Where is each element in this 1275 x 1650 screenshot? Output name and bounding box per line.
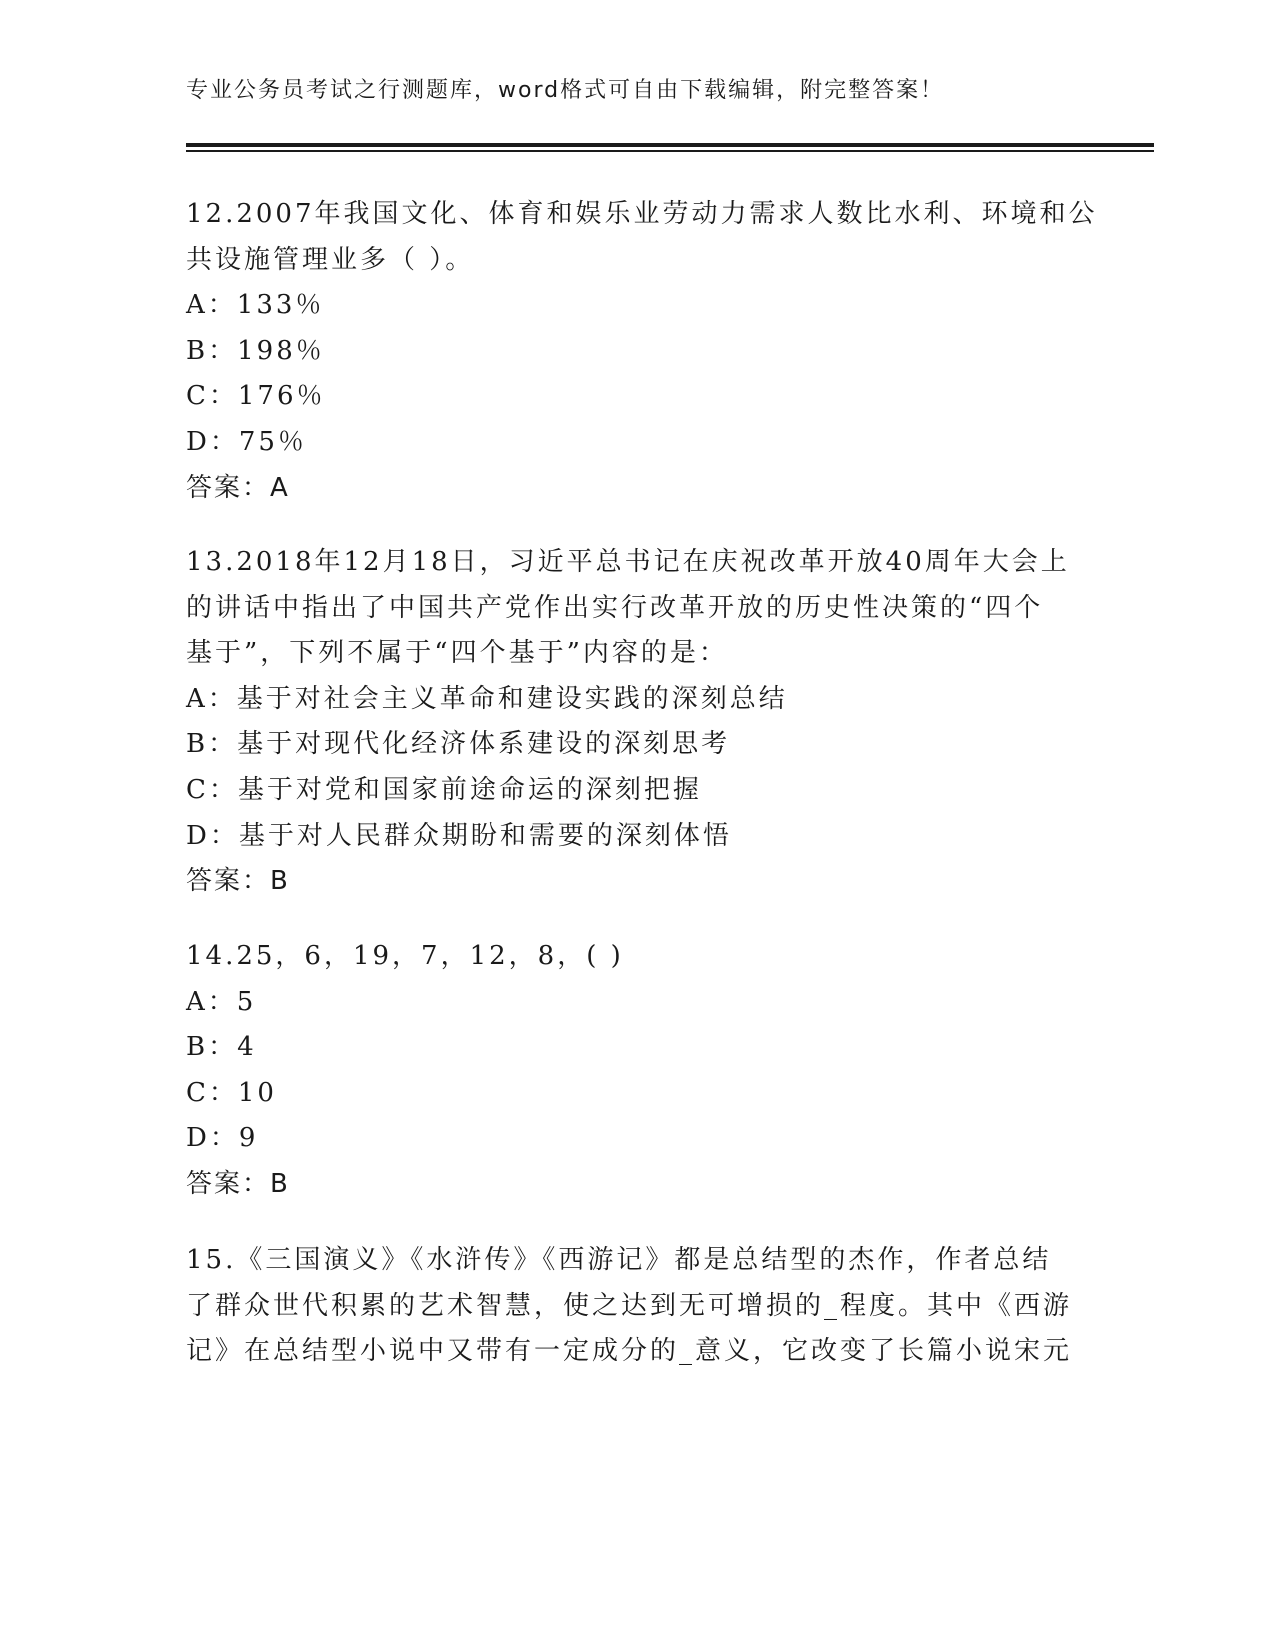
option-b: B：基于对现代化经济体系建设的深刻思考 [186,729,731,760]
question-14 [186,934,1086,1208]
option-d: D：75％ [186,426,307,457]
option-c: C：10 [186,1077,277,1108]
answer-line: 答案：A [186,472,290,503]
header-rule-thin [186,150,1154,152]
question-13 [186,540,1086,905]
question-stem-line: 记》在总结型小说中又带有一定成分的_意义，它改变了长篇小说宋元 [186,1336,1073,1367]
question-stem-line: 12.2007年我国文化、体育和娱乐业劳动力需求人数比水利、环境和公 [186,199,1098,229]
question-stem-line: 了群众世代积累的艺术智慧，使之达到无可增损的_程度。其中《西游 [186,1290,1073,1321]
question-stem-line: 15.《三国演义》《水浒传》《西游记》都是总结型的杰作，作者总结 [186,1245,1052,1275]
option-b: B：198％ [186,335,325,366]
option-b: B：4 [186,1032,257,1063]
question-15 [186,1238,1086,1375]
question-stem-line: 13.2018年12月18日，习近平总书记在庆祝改革开放40周年大会上 [186,547,1070,577]
option-d: D：9 [186,1123,259,1154]
header-rule-thick [186,143,1154,147]
answer-line: 答案：B [186,1168,290,1199]
option-a: A：133％ [186,290,325,321]
option-c: C：176％ [186,381,326,412]
option-a: A：5 [186,986,257,1017]
question-stem-line: 共设施管理业多（ ）。 [186,244,475,275]
option-a: A：基于对社会主义革命和建设实践的深刻总结 [186,683,788,714]
question-12 [186,192,1098,511]
page-header: 专业公务员考试之行测题库，word格式可自由下载编辑，附完整答案！ [186,78,945,103]
option-c: C：基于对党和国家前途命运的深刻把握 [186,774,702,805]
question-stem-line: 14.25，6，19，7，12，8，( ) [186,941,624,971]
option-d: D：基于对人民群众期盼和需要的深刻体悟 [186,820,732,851]
answer-line: 答案：B [186,866,290,897]
question-stem-line: 基于”，下列不属于“四个基于”内容的是： [186,638,728,669]
question-stem-line: 的讲话中指出了中国共产党作出实行改革开放的历史性决策的“四个 [186,592,1044,623]
